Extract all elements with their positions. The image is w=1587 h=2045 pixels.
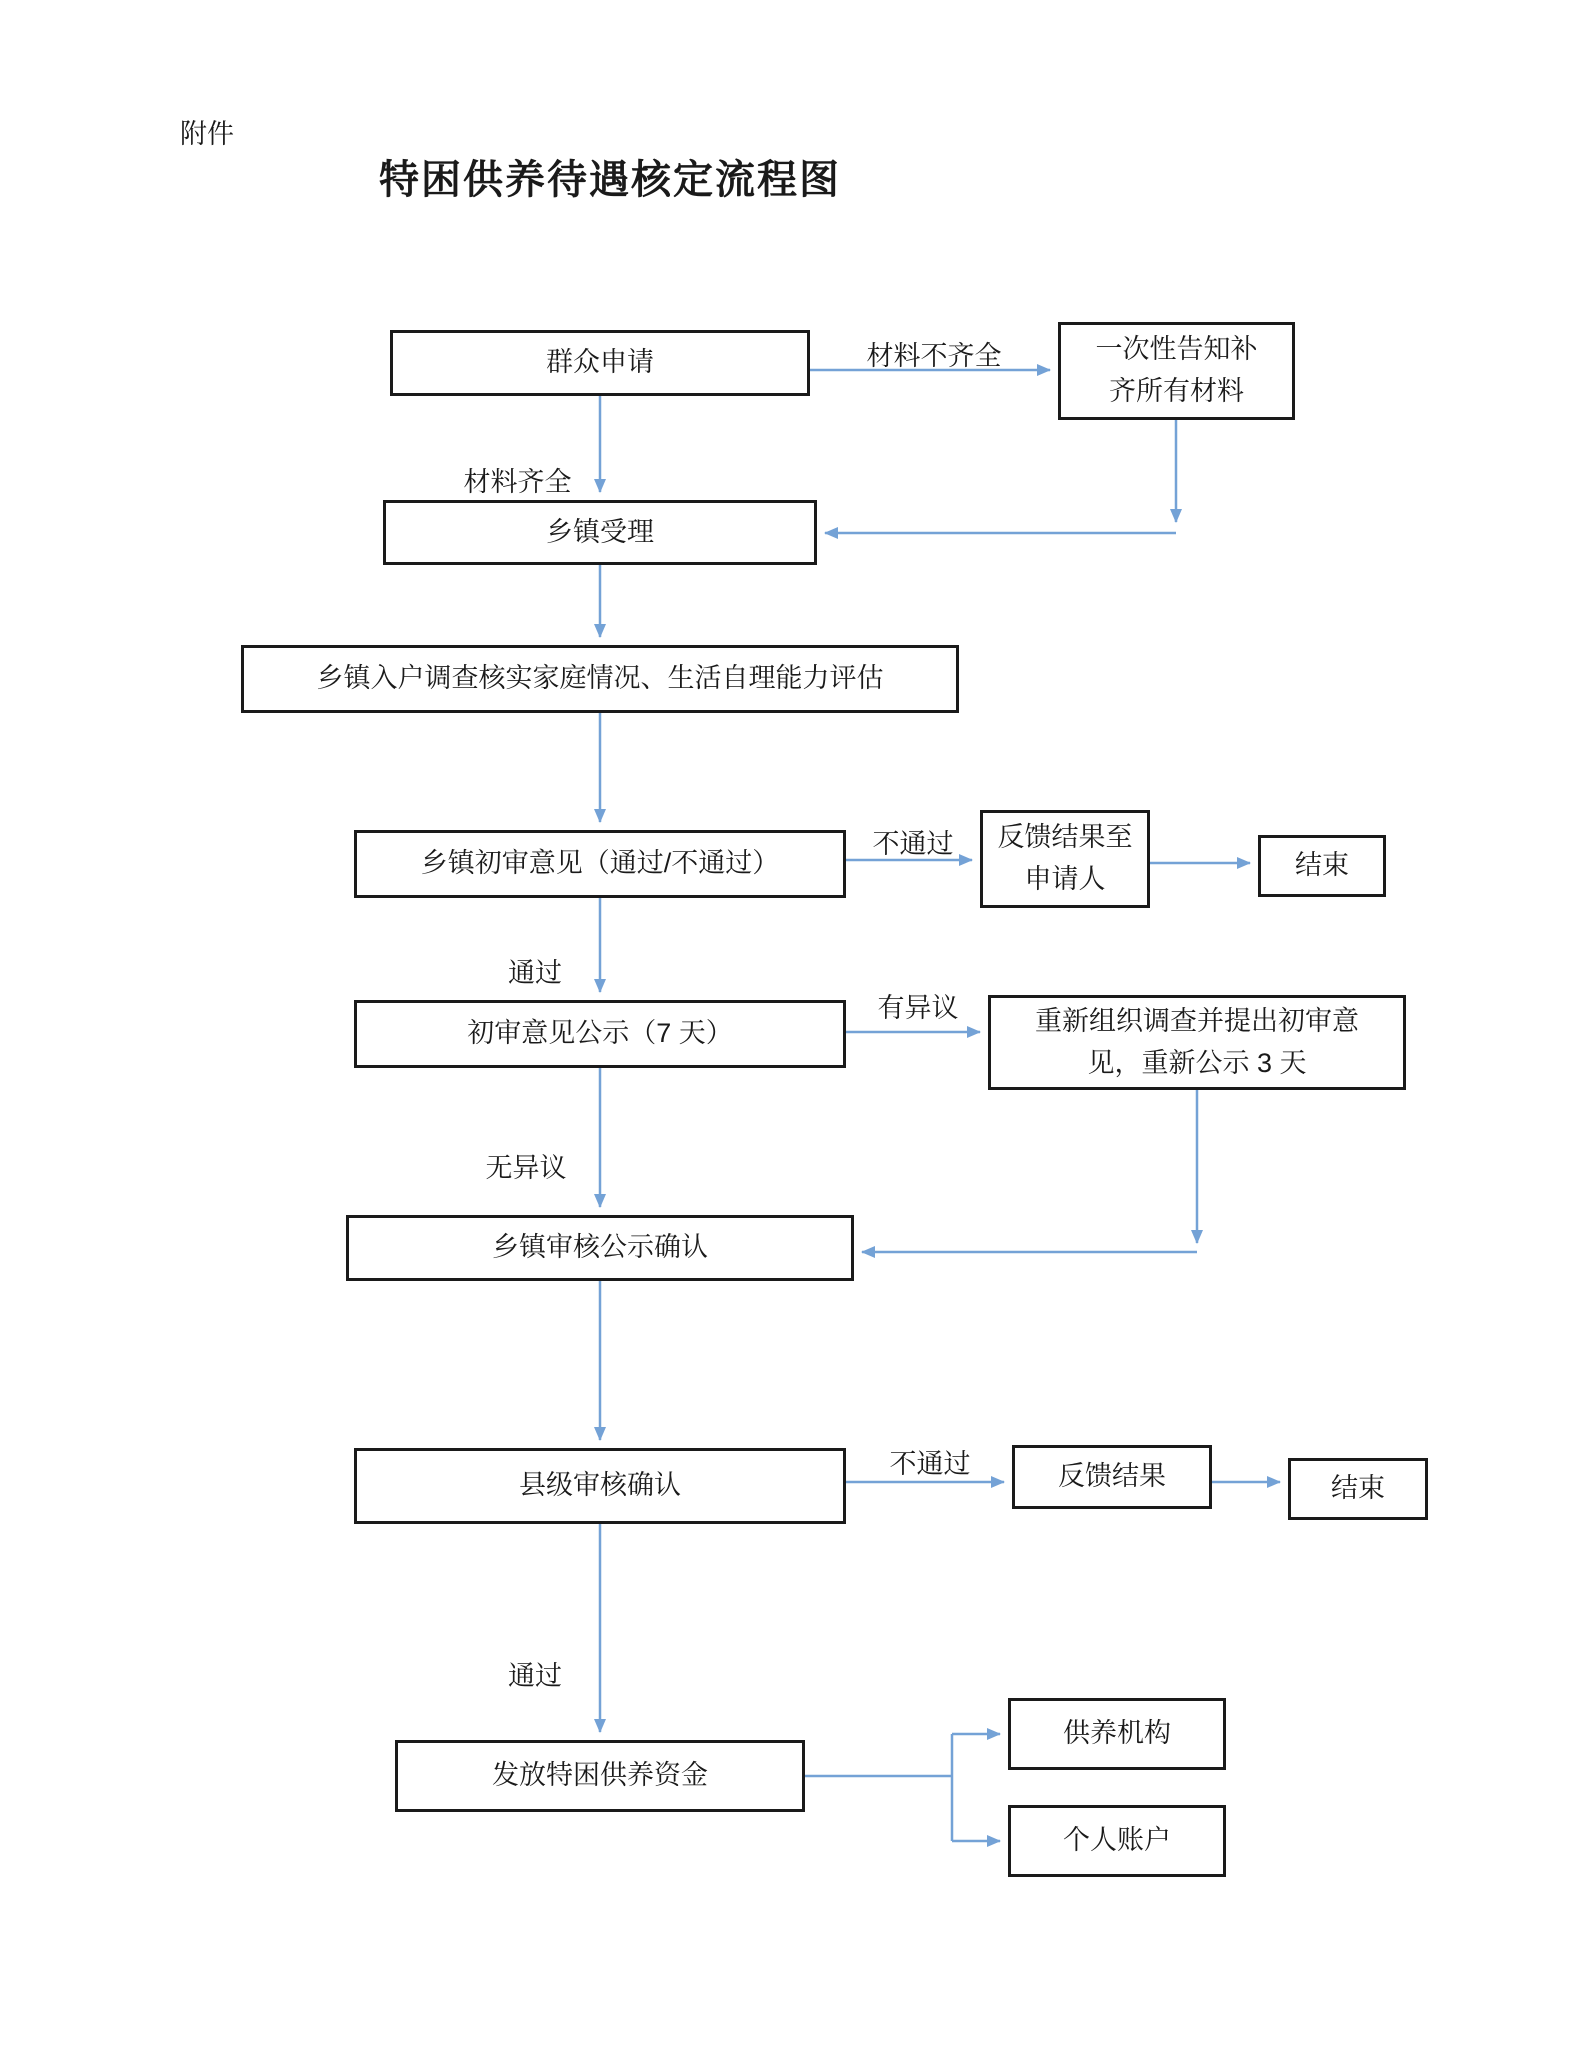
edge-label-materials-incomplete: 材料不齐全 (866, 341, 1002, 371)
edge-label-pass-county: 通过 (508, 1661, 562, 1691)
node-personal-account: 个人账户 (1008, 1805, 1226, 1877)
node-end-second: 结束 (1288, 1458, 1428, 1520)
node-reinvestigate: 重新组织调查并提出初审意见，重新公示 3 天 (988, 995, 1406, 1090)
node-township-confirm: 乡镇审核公示确认 (346, 1215, 854, 1281)
edge-label-pass-initial: 通过 (508, 958, 562, 988)
edge-label-fail-initial: 不通过 (872, 829, 954, 859)
node-end-first: 结束 (1258, 835, 1386, 897)
edge-label-objection: 有异议 (877, 993, 959, 1023)
edge-disburse-branch-elbow (805, 1734, 952, 1841)
node-publicity-7-days: 初审意见公示（7 天） (354, 1000, 846, 1068)
node-feedback-to-applicant: 反馈结果至申请人 (980, 810, 1150, 908)
node-apply: 群众申请 (390, 330, 810, 396)
node-household-survey: 乡镇入户调查核实家庭情况、生活自理能力评估 (241, 645, 959, 713)
page-title: 特困供养待遇核定流程图 (379, 158, 841, 202)
node-initial-review: 乡镇初审意见（通过/不通过） (354, 830, 846, 898)
edge-label-no-objection: 无异议 (485, 1153, 567, 1183)
node-notify-missing-materials: 一次性告知补齐所有材料 (1058, 322, 1295, 420)
edge-label-fail-county: 不通过 (889, 1449, 971, 1479)
node-county-confirm: 县级审核确认 (354, 1448, 846, 1524)
attachment-label: 附件 (180, 119, 234, 149)
edge-label-materials-complete: 材料齐全 (463, 467, 572, 497)
node-township-accept: 乡镇受理 (383, 500, 817, 565)
node-feedback-result: 反馈结果 (1012, 1445, 1212, 1509)
node-disburse-funds: 发放特困供养资金 (395, 1740, 805, 1812)
node-support-institution: 供养机构 (1008, 1698, 1226, 1770)
